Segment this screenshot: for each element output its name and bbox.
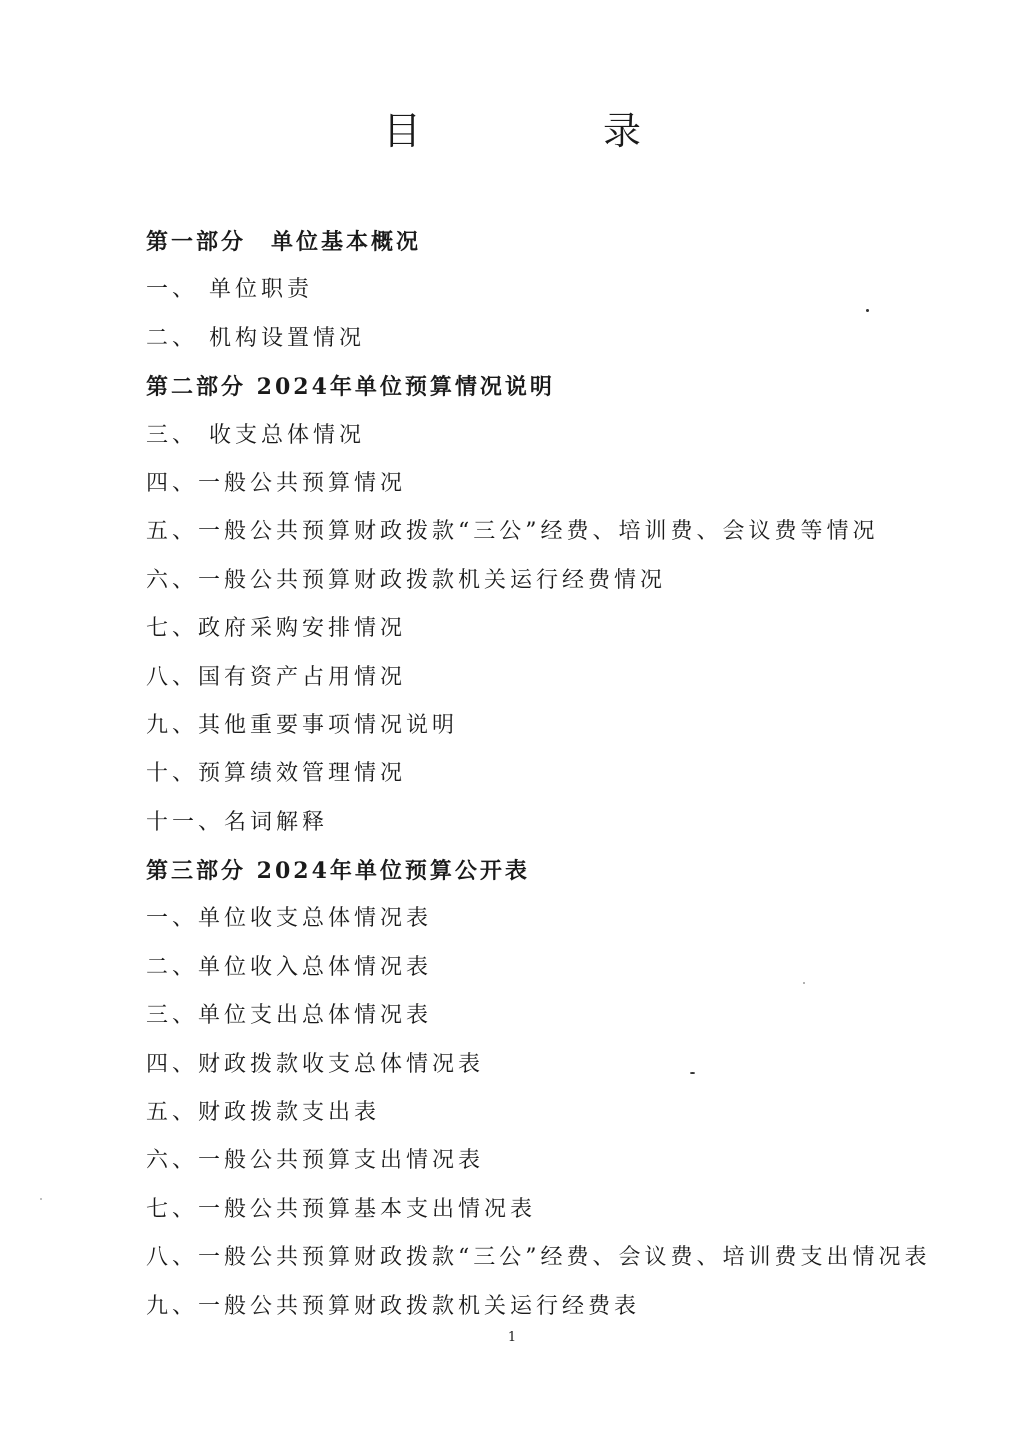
toc-item: 三、 收支总体情况 <box>146 422 365 448</box>
toc-item: 第二部分 2024年单位预算情况说明 <box>146 374 555 401</box>
toc-item: 七、一般公共预算基本支出情况表 <box>146 1196 537 1222</box>
table-of-contents <box>146 218 946 1331</box>
toc-item: 七、政府采购安排情况 <box>146 616 407 642</box>
scan-speck <box>803 982 805 984</box>
toc-item: 五、一般公共预算财政拨款“三公”经费、培训费、会议费等情况 <box>146 519 879 545</box>
toc-item: 三、单位支出总体情况表 <box>146 1003 433 1029</box>
toc-item: 一、单位收支总体情况表 <box>146 906 433 932</box>
page-title: 目 录 <box>382 109 713 153</box>
toc-item: 五、财政拨款支出表 <box>146 1100 381 1126</box>
toc-item: 四、一般公共预算情况 <box>146 470 407 496</box>
scan-speck <box>40 1198 42 1200</box>
scan-speck <box>690 1072 695 1074</box>
toc-item: 六、一般公共预算支出情况表 <box>146 1148 485 1174</box>
toc-item: 四、财政拨款收支总体情况表 <box>146 1051 485 1077</box>
scan-speck <box>866 309 869 312</box>
toc-item: 二、单位收入总体情况表 <box>146 954 433 980</box>
toc-item: 八、一般公共预算财政拨款“三公”经费、会议费、培训费支出情况表 <box>146 1245 931 1271</box>
toc-item: 九、其他重要事项情况说明 <box>146 712 459 738</box>
toc-item: 十一、名词解释 <box>146 809 329 835</box>
toc-item: 八、国有资产占用情况 <box>146 664 407 690</box>
toc-item: 十、预算绩效管理情况 <box>146 761 407 787</box>
page-number: 1 <box>507 1330 517 1345</box>
toc-item: 六、一般公共预算财政拨款机关运行经费情况 <box>146 567 667 593</box>
toc-item: 第一部分 单位基本概况 <box>146 229 422 255</box>
toc-item: 二、 机构设置情况 <box>146 325 365 351</box>
toc-item: 一、 单位职责 <box>146 277 313 303</box>
toc-item: 第三部分 2024年单位预算公开表 <box>146 858 530 885</box>
toc-item: 九、一般公共预算财政拨款机关运行经费表 <box>146 1293 641 1319</box>
